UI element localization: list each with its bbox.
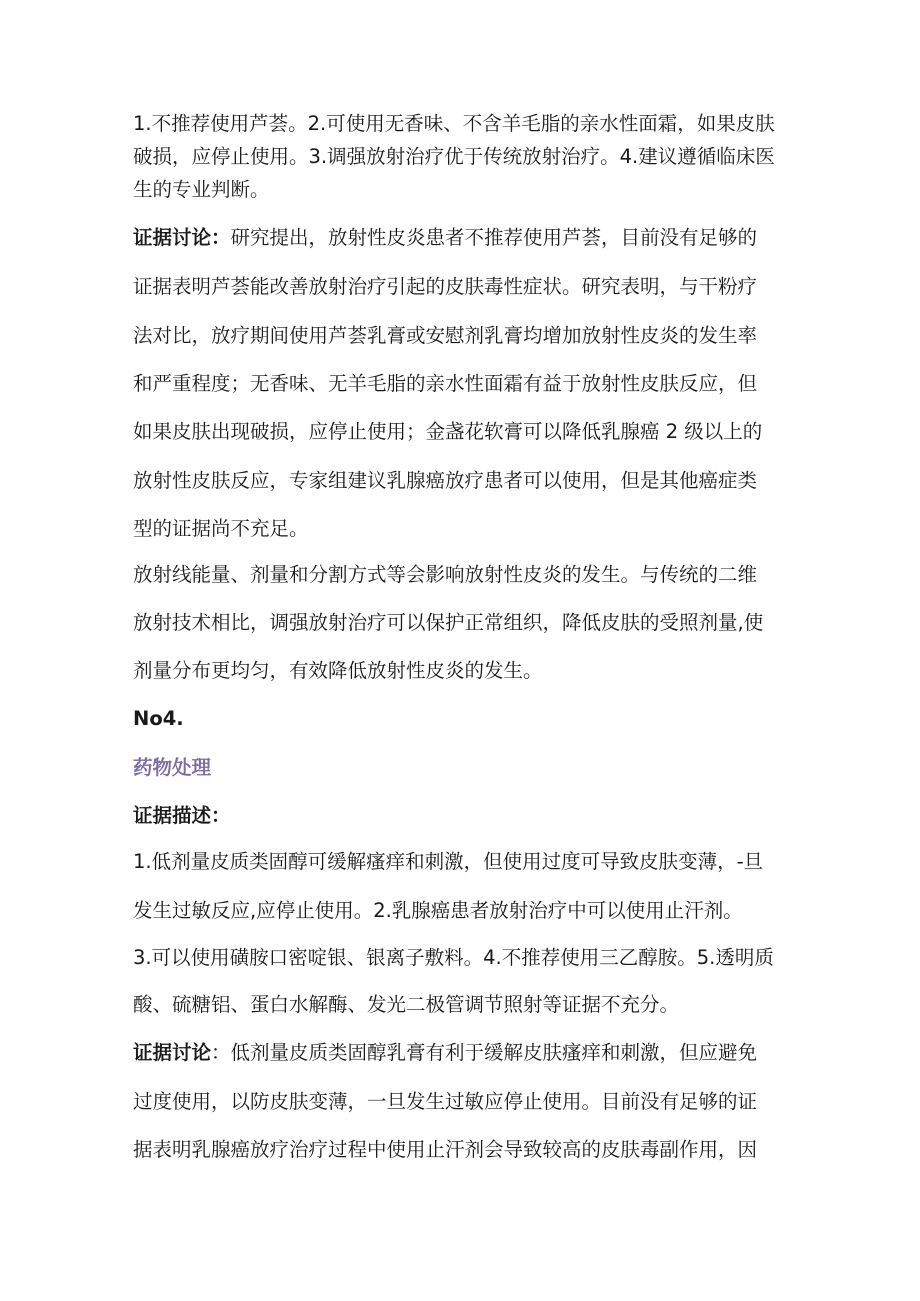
text-line: 破损，应停止使用。3.调强放射治疗优于传统放射治疗。4.建议遵循临床医 [133,145,775,168]
text-line: 和严重程度；无香味、无羊毛脂的亲水性面霜有益于放射性皮肤反应，但 [133,372,758,395]
text-line: 放射技术相比，调强放射治疗可以保护正常组织，降低皮肤的受照剂量,使 [133,611,764,634]
evidence-discussion-label: 证据讨论 [133,1041,212,1064]
text-line: 放射线能量、剂量和分割方式等会影响放射性皮炎的发生。与传统的二维 [133,563,758,586]
text-run: 研究提出，放射性皮炎患者不推荐使用芦荟，目前没有足够的 [230,226,758,249]
evidence-description-label: 证据描述： [133,804,231,827]
text-line: 过度使用，以防皮肤变薄，一旦发生过敏应停止使用。目前没有足够的证 [133,1090,758,1113]
text-line: 酸、硫糖铝、蛋白水解酶、发光二极管调节照射等证据不充分。 [133,993,680,1016]
evidence-discussion-label: 证据讨论： [133,226,231,249]
section-subheading: 药物处理 [133,756,212,779]
text-line: 据表明乳腺癌放疗治疗过程中使用止汗剂会导致较高的皮肤毒副作用，因 [133,1138,758,1161]
text-line: 发生过敏反应,应停止使用。2.乳腺癌患者放射治疗中可以使用止汗剂。 [133,899,743,922]
text-line: 证据表明芦荟能改善放射治疗引起的皮肤毒性症状。研究表明，与干粉疗 [133,275,758,298]
text-line: 3.可以使用磺胺口密啶银、银离子敷料。4.不推荐使用三乙醇胺。5.透明质 [133,946,774,969]
text-line: 剂量分布更均匀，有效降低放射性皮炎的发生。 [133,659,543,682]
text-line [133,223,757,253]
text-line: 如果皮肤出现破损，应停止使用；金盏花软膏可以降低乳腺癌 2 级以上的 [133,420,763,443]
text-line: 生的专业判断。 [133,178,270,201]
text-line [133,1038,757,1068]
text-line: 1.不推荐使用芦荟。2.可使用无香味、不含羊毛脂的亲水性面霜，如果皮肤 [133,112,775,135]
text-line: 1.低剂量皮质类固醇可缓解瘙痒和刺激，但使用过度可导致皮肤变薄，-旦 [133,850,764,873]
section-number-heading: No4. [133,707,184,730]
text-run: ：低剂量皮质类固醇乳膏有利于缓解皮肤瘙痒和刺激，但应避免 [211,1041,758,1064]
text-line: 放射性皮肤反应，专家组建议乳腺癌放疗患者可以使用，但是其他癌症类 [133,469,758,492]
text-line: 型的证据尚不充足。 [133,517,309,540]
text-line: 法对比，放疗期间使用芦荟乳膏或安慰剂乳膏均增加放射性皮炎的发生率 [133,324,758,347]
